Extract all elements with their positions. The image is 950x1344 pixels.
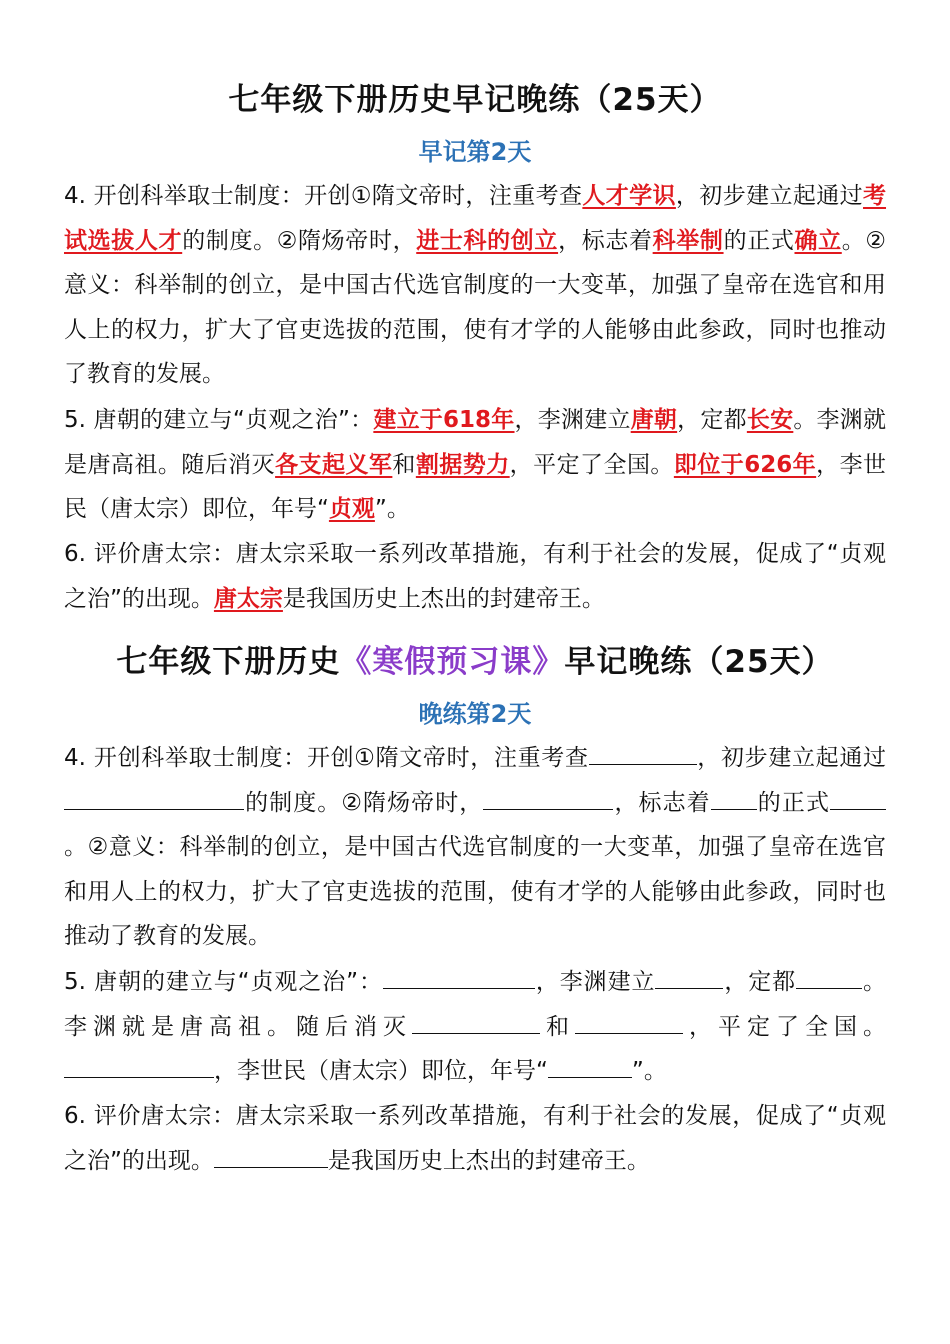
morning-item-5 [64,398,886,532]
text-segment: 。②意义：科举制的创立，是中国古代选官制度的一大变革，加强了皇帝在选官和用人上的权力，扩大了官吏选拔的范围，使有才学的人能够由此参政，同时也推动了教育的发展。 [64,227,887,387]
title-highlight: 《寒假预习课》 [340,644,565,680]
text-segment: ”。 [374,496,410,522]
text-segment: 4. 开创科举取士制度：开创①隋文帝时，注重考查 [64,745,589,771]
answer-highlight: 各支起义军 [275,451,393,478]
fill-blank[interactable] [383,968,535,989]
text-segment: 的制度。②隋炀帝时， [244,789,484,816]
text-segment: 。李渊就是唐高祖。随后消灭 [64,407,887,478]
text-segment: 5. 唐朝的建立与“贞观之治”： [64,407,374,433]
fill-blank[interactable] [655,968,723,989]
text-segment: 是我国历史上杰出的封建帝王。 [327,1147,650,1174]
evening-title [0,636,950,681]
text-segment: 6. 评价唐太宗：唐太宗采取一系列改革措施，有利于社会的发展，促成了“贞观之治”的出现。 [64,1103,886,1174]
fill-blank[interactable] [64,1057,214,1078]
text-segment: ，定都 [677,407,747,433]
title-text: 七年级下册历史 [116,644,341,680]
text-segment: ，初步建立起通过 [696,745,887,771]
fill-blank[interactable] [830,789,886,810]
text-segment: 和 [540,1013,575,1040]
answer-highlight: 割据势力 [415,451,510,478]
morning-item-4 [64,174,886,397]
text-segment: 5. 唐朝的建立与“贞观之治”： [64,969,383,995]
fill-blank[interactable] [796,968,862,989]
fill-blank[interactable] [412,1013,540,1034]
morning-title: 七年级下册历史早记晚练（25天） [228,82,722,118]
answer-highlight: 人才学识 [582,183,676,209]
text-segment: ，李世民（唐太宗）即位，年号“ [214,1058,548,1084]
answer-highlight: 考试选拔人才 [64,183,887,254]
fill-blank[interactable] [64,789,244,810]
answer-highlight: 确立 [794,227,842,254]
title-text: 早记晚练（25天） [564,644,834,680]
text-segment: 和 [392,451,416,478]
answer-highlight: 唐朝 [630,407,678,433]
text-segment: ，李世民（唐太宗）即位，年号“ [64,451,887,522]
answer-highlight: 长安 [746,407,794,433]
text-segment: 的正式 [756,789,831,816]
answer-highlight: 进士科的创立 [416,227,559,254]
answer-highlight: 贞观 [328,496,375,522]
text-segment: 。李渊就是唐高祖。随后消灭 [64,969,887,1040]
answer-highlight: 唐太宗 [213,585,283,612]
evening-item-5 [64,960,886,1094]
text-segment: ，李渊建立 [514,407,631,433]
fill-blank[interactable] [575,1013,683,1034]
morning-subtitle: 早记第2天 [418,138,532,166]
text-segment: ，平定了全国。 [683,1013,886,1040]
text-segment: ，初步建立起通过 [675,183,864,209]
text-segment: 6. 评价唐太宗：唐太宗采取一系列改革措施，有利于社会的发展，促成了“贞观之治”的出现。 [64,541,886,612]
fill-blank[interactable] [711,789,757,810]
text-segment: ”。 [631,1058,667,1084]
text-segment: ，定都 [723,969,797,995]
text-segment: ，标志着 [613,789,711,816]
text-segment: ，平定了全国。 [509,451,674,478]
fill-blank[interactable] [589,744,697,765]
fill-blank[interactable] [548,1057,632,1078]
text-segment: 的制度。②隋炀帝时， [182,227,417,254]
evening-item-6 [64,1094,886,1183]
text-segment: 是我国历史上杰出的封建帝王。 [282,585,605,612]
answer-highlight: 即位于626年 [673,451,817,478]
answer-highlight: 建立于618年 [373,407,515,433]
evening-item-4 [64,736,886,959]
text-segment: 。②意义：科举制的创立，是中国古代选官制度的一大变革，加强了皇帝在选官和用人上的权力，扩大了官吏选拔的范围，使有才学的人能够由此参政，同时也推动了教育的发展。 [64,834,886,949]
text-segment: ，李渊建立 [534,969,656,995]
fill-blank[interactable] [214,1147,328,1168]
text-segment: 的正式 [723,227,795,254]
text-segment: 4. 开创科举取士制度：开创①隋文帝时，注重考查 [64,183,583,209]
fill-blank[interactable] [483,789,613,810]
text-segment: ，标志着 [558,227,653,254]
evening-subtitle: 晚练第2天 [418,700,532,728]
answer-highlight: 科举制 [652,227,724,254]
morning-item-6 [64,532,886,621]
